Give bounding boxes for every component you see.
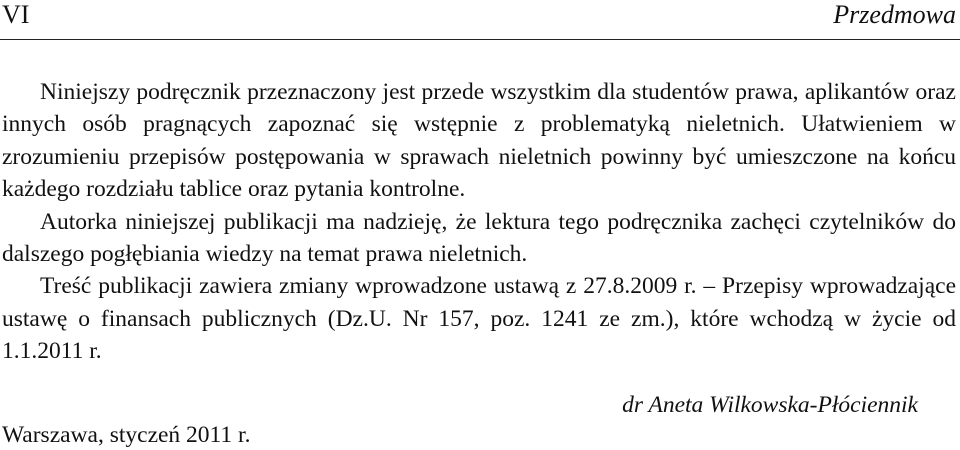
paragraph-3: Treść publikacji zawiera zmiany wprowadzone ustawą z 27.8.2009 r. – Przepisy wprowadzające ustawę o finansach publicznych (Dz.U. Nr 157, poz. 1241 ze zm.), które wchodzą w życie od 1.1.2011 r. xyxy=(2,273,956,365)
paragraph-2: Autorka niniejszej publikacji ma nadzieję, że lektura tego podręcznika zachęci czytelników do dalszego pogłębiania wiedzy na temat prawa nieletnich. xyxy=(2,208,956,268)
place-and-date: Warszawa, styczeń 2011 r. xyxy=(2,422,251,448)
preface-body xyxy=(2,76,956,368)
paragraph-1: Niniejszy podręcznik przeznaczony jest przede wszystkim dla studentów prawa, aplikantów oraz innych osób pragnących zapoznać się wstępnie z problematyką nieletnich. Ułatwieniem w zrozumieniu przepisów postępowania w sprawach nieletnich powinny być umieszczone na końcu każdego rozdziału tablice oraz pytania kontrolne. xyxy=(2,79,956,203)
page-number: VI xyxy=(2,0,30,29)
section-title: Przedmowa xyxy=(833,0,956,29)
author-signature: dr Aneta Wilkowska-Płóciennik xyxy=(622,392,918,418)
page-header xyxy=(0,0,960,40)
header-rule xyxy=(0,39,960,40)
